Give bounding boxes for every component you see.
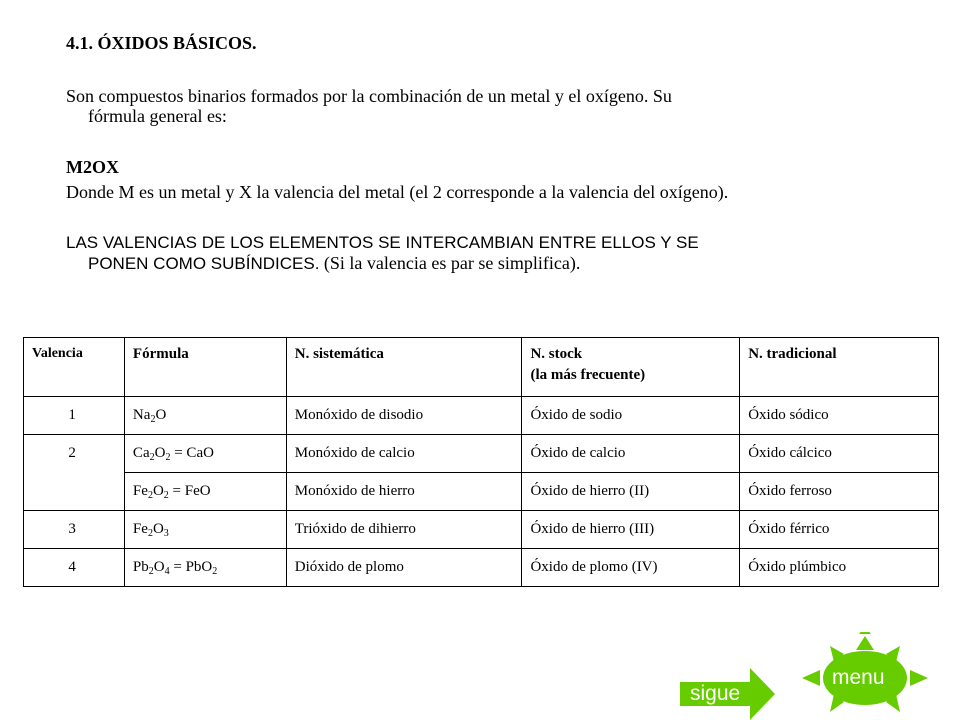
cell-sistematica: Monóxido de calcio (286, 435, 522, 473)
cell-formula: $Fe_2O_2$ = FeO (124, 473, 286, 511)
cell-tradicional: Óxido ferroso (740, 473, 939, 511)
cell-stock: Óxido de calcio (522, 435, 740, 473)
table-row (24, 511, 939, 549)
cell-stock: Óxido de hierro (III) (522, 511, 740, 549)
cell-valencia: 4 (24, 549, 125, 587)
intro-line-1: Son compuestos binarios formados por la combinación de un metal y el oxígeno. Su (66, 86, 672, 106)
valence-rule-line-2: PONEN COMO SUBÍNDICES. (88, 254, 320, 273)
cell-formula: $Fe_2O_3$ (124, 511, 286, 549)
cell-sistematica: Dióxido de plomo (286, 549, 522, 587)
oxides-table (23, 337, 939, 587)
header-valencia: Valencia (24, 338, 125, 397)
page-heading: 4.1. ÓXIDOS BÁSICOS. (66, 33, 257, 53)
header-stock (522, 338, 740, 397)
valence-rule-note: (Si la valencia es par se simplifica). (319, 253, 581, 273)
header-stock-note: (la más frecuente) (530, 367, 646, 383)
cell-sistematica: Monóxido de disodio (286, 397, 522, 435)
table-header-row (24, 338, 939, 397)
cell-tradicional: Óxido sódico (740, 397, 939, 435)
cell-formula: $Ca_2O_2$ = CaO (124, 435, 286, 473)
cell-formula: $Pb_2O_4 = PbO_2$ (124, 549, 286, 587)
cell-stock: Óxido de hierro (II) (522, 473, 740, 511)
valence-rule-line-1: LAS VALENCIAS DE LOS ELEMENTOS SE INTERCAMBIAN ENTRE ELLOS Y SE (66, 233, 699, 252)
menu-button[interactable]: menu (832, 666, 885, 689)
table-row (24, 473, 939, 511)
cell-formula: $Na_2O$ (124, 397, 286, 435)
valence-rule-paragraph (66, 232, 866, 274)
cell-stock: Óxido de plomo (IV) (522, 549, 740, 587)
cell-tradicional: Óxido férrico (740, 511, 939, 549)
intro-paragraph (66, 86, 826, 126)
cell-stock: Óxido de sodio (522, 397, 740, 435)
header-tradicional: N. tradicional (740, 338, 939, 397)
header-formula: Fórmula (124, 338, 286, 397)
cell-tradicional: Óxido cálcico (740, 435, 939, 473)
table-row (24, 549, 939, 587)
cell-valencia: 3 (24, 511, 125, 549)
cell-sistematica: Trióxido de dihierro (286, 511, 522, 549)
intro-line-2: fórmula general es: (88, 106, 227, 126)
general-formula: M2OX (66, 157, 119, 177)
header-stock-label: N. stock (530, 346, 583, 362)
cell-sistematica: Monóxido de hierro (286, 473, 522, 511)
cell-valencia: 2 (24, 435, 125, 511)
header-sistematica: N. sistemática (286, 338, 522, 397)
cell-tradicional: Óxido plúmbico (740, 549, 939, 587)
formula-explanation: Donde M es un metal y X la valencia del metal (el 2 corresponde a la valencia del oxígeno). (66, 182, 729, 202)
table-row (24, 397, 939, 435)
table-row (24, 435, 939, 473)
next-button[interactable]: sigue (690, 682, 741, 705)
cell-valencia: 1 (24, 397, 125, 435)
